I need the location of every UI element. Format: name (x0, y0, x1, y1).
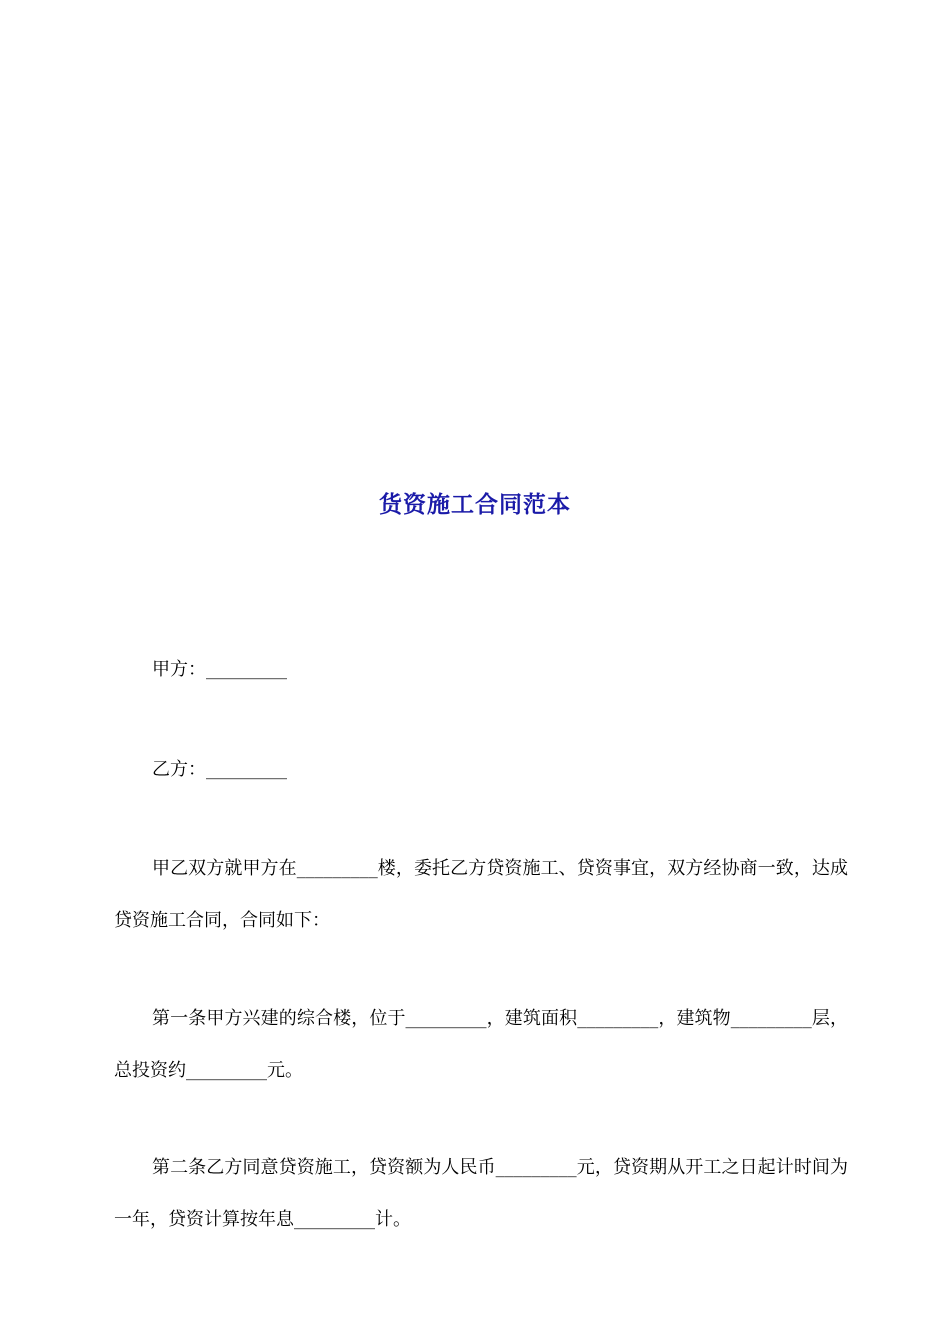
party-a-line: 甲方：_________ (152, 659, 287, 680)
document-title: 货资施工合同范本 (379, 491, 571, 518)
article-one-paragraph: 第一条甲方兴建的综合楼，位于_________，建筑面积_________，建筑物_________层，总投资约_________元。 (114, 1008, 848, 1081)
party-b-line: 乙方：_________ (152, 759, 287, 780)
article-two-paragraph: 第二条乙方同意贷资施工，贷资额为人民币_________元，贷资期从开工之日起计时间为一年，贷资计算按年息_________计。 (114, 1157, 848, 1230)
intro-paragraph: 甲乙双方就甲方在_________楼，委托乙方贷资施工、贷资事宜，双方经协商一致，达成贷资施工合同，合同如下： (114, 858, 848, 931)
